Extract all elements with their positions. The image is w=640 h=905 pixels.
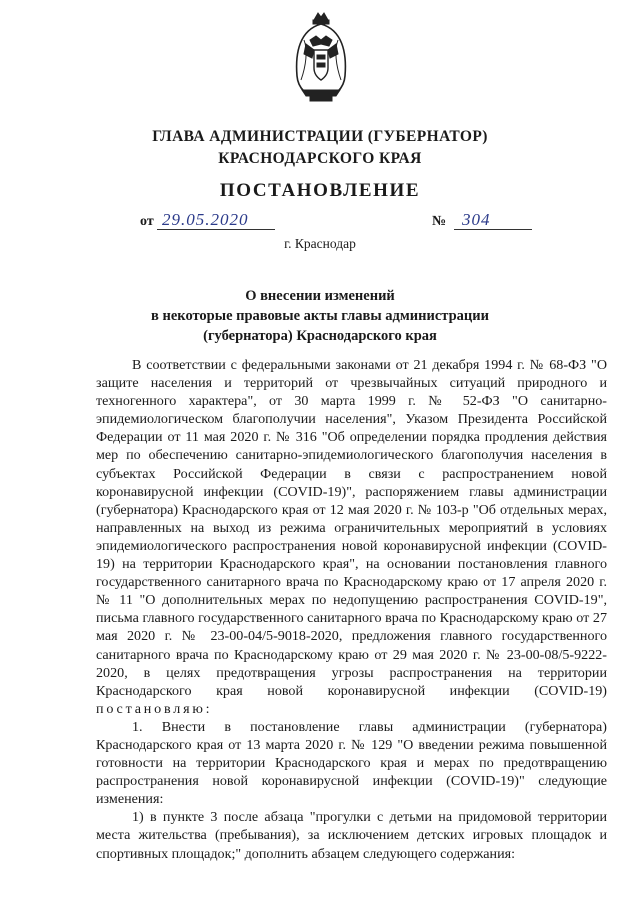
date-label: от — [140, 214, 154, 229]
document-title-line-1: О внесении изменений — [245, 288, 395, 304]
handwritten-date: 29.05.2020 — [162, 210, 249, 229]
number-label: № — [432, 214, 447, 229]
document-body — [96, 356, 607, 863]
handwritten-number: 304 — [462, 210, 491, 229]
decree-word: постановляю: — [96, 700, 213, 717]
document-title-line-3: (губернатора) Краснодарского края — [203, 328, 437, 344]
item-1-subitem-1-paragraph: 1) в пункте 3 после абзаца "прогулки с детьми на придомовой территории места жительства (пребывания), за исключением детских игровых площадок и спортивных площадок;" дополнить абзацем следующего содержания: — [96, 809, 607, 862]
authority-title-line-2: КРАСНОДАРСКОГО КРАЯ — [218, 150, 422, 167]
document-meta-row — [0, 212, 640, 236]
preamble-text: В соответствии с федеральными законами от 21 декабря 1994 г. № 68-ФЗ "О защите населения и территорий от чрезвычайных ситуаций природного и техногенного характера", от 30 марта 1999 г. № 52-ФЗ "О санитарно-эпидемиологическом благополучии населения", Указом Президента Российской Федерации от 11 мая 2020 г. № 316 "Об определении порядка продления действия мер по обеспечению санитарно-эпидемиологического благополучия населения в субъектах Российской Федерации в связи с распространением новой коронавирусной инфекции (COVID-19)", распоряжением главы администрации (губернатора) Краснодарского края от 12 мая 2020 г. № 103-р "Об отдельных мерах, направленных на выход из режима ограничительных мероприятий в условиях эпидемиологического распространения новой коронавирусной инфекции (COVID-19) на территории Краснодарского края", на основании постановления главного государственного санитарного врача по Краснодарскому краю от 17 апреля 2020 г. № 11 "О дополнительных мерах по недопущению распространения COVID-19", письма главного государственного санитарного врача по Краснодарскому краю от 27 мая 2020 г. № 23-00-04/5-9018-2020, предложения главного государственного санитарного врача по Краснодарскому краю от 29 мая 2020 г. № 23-00-08/5-9222-2020, в целях предотвращения угрозы распространения на территории Краснодарского края новой коронавирусной инфекции (COVID-19) — [96, 357, 607, 699]
city-line: г. Краснодар — [284, 236, 356, 251]
coat-of-arms-emblem — [292, 10, 350, 106]
document-title-line-2: в некоторые правовые акты главы администрации — [151, 308, 489, 324]
document-type-heading: ПОСТАНОВЛЕНИЕ — [219, 180, 421, 201]
preamble-paragraph — [96, 356, 607, 718]
authority-title-line-1: ГЛАВА АДМИНИСТРАЦИИ (ГУБЕРНАТОР) — [152, 128, 488, 145]
item-1-paragraph: 1. Внести в постановление главы администрации (губернатора) Краснодарского края от 13 марта 2020 г. № 129 "О введении режима повышенной готовности на территории Краснодарского края и мерах по предотвращению распространения новой коронавирусной инфекции (COVID-19)" следующие изменения: — [96, 718, 607, 808]
